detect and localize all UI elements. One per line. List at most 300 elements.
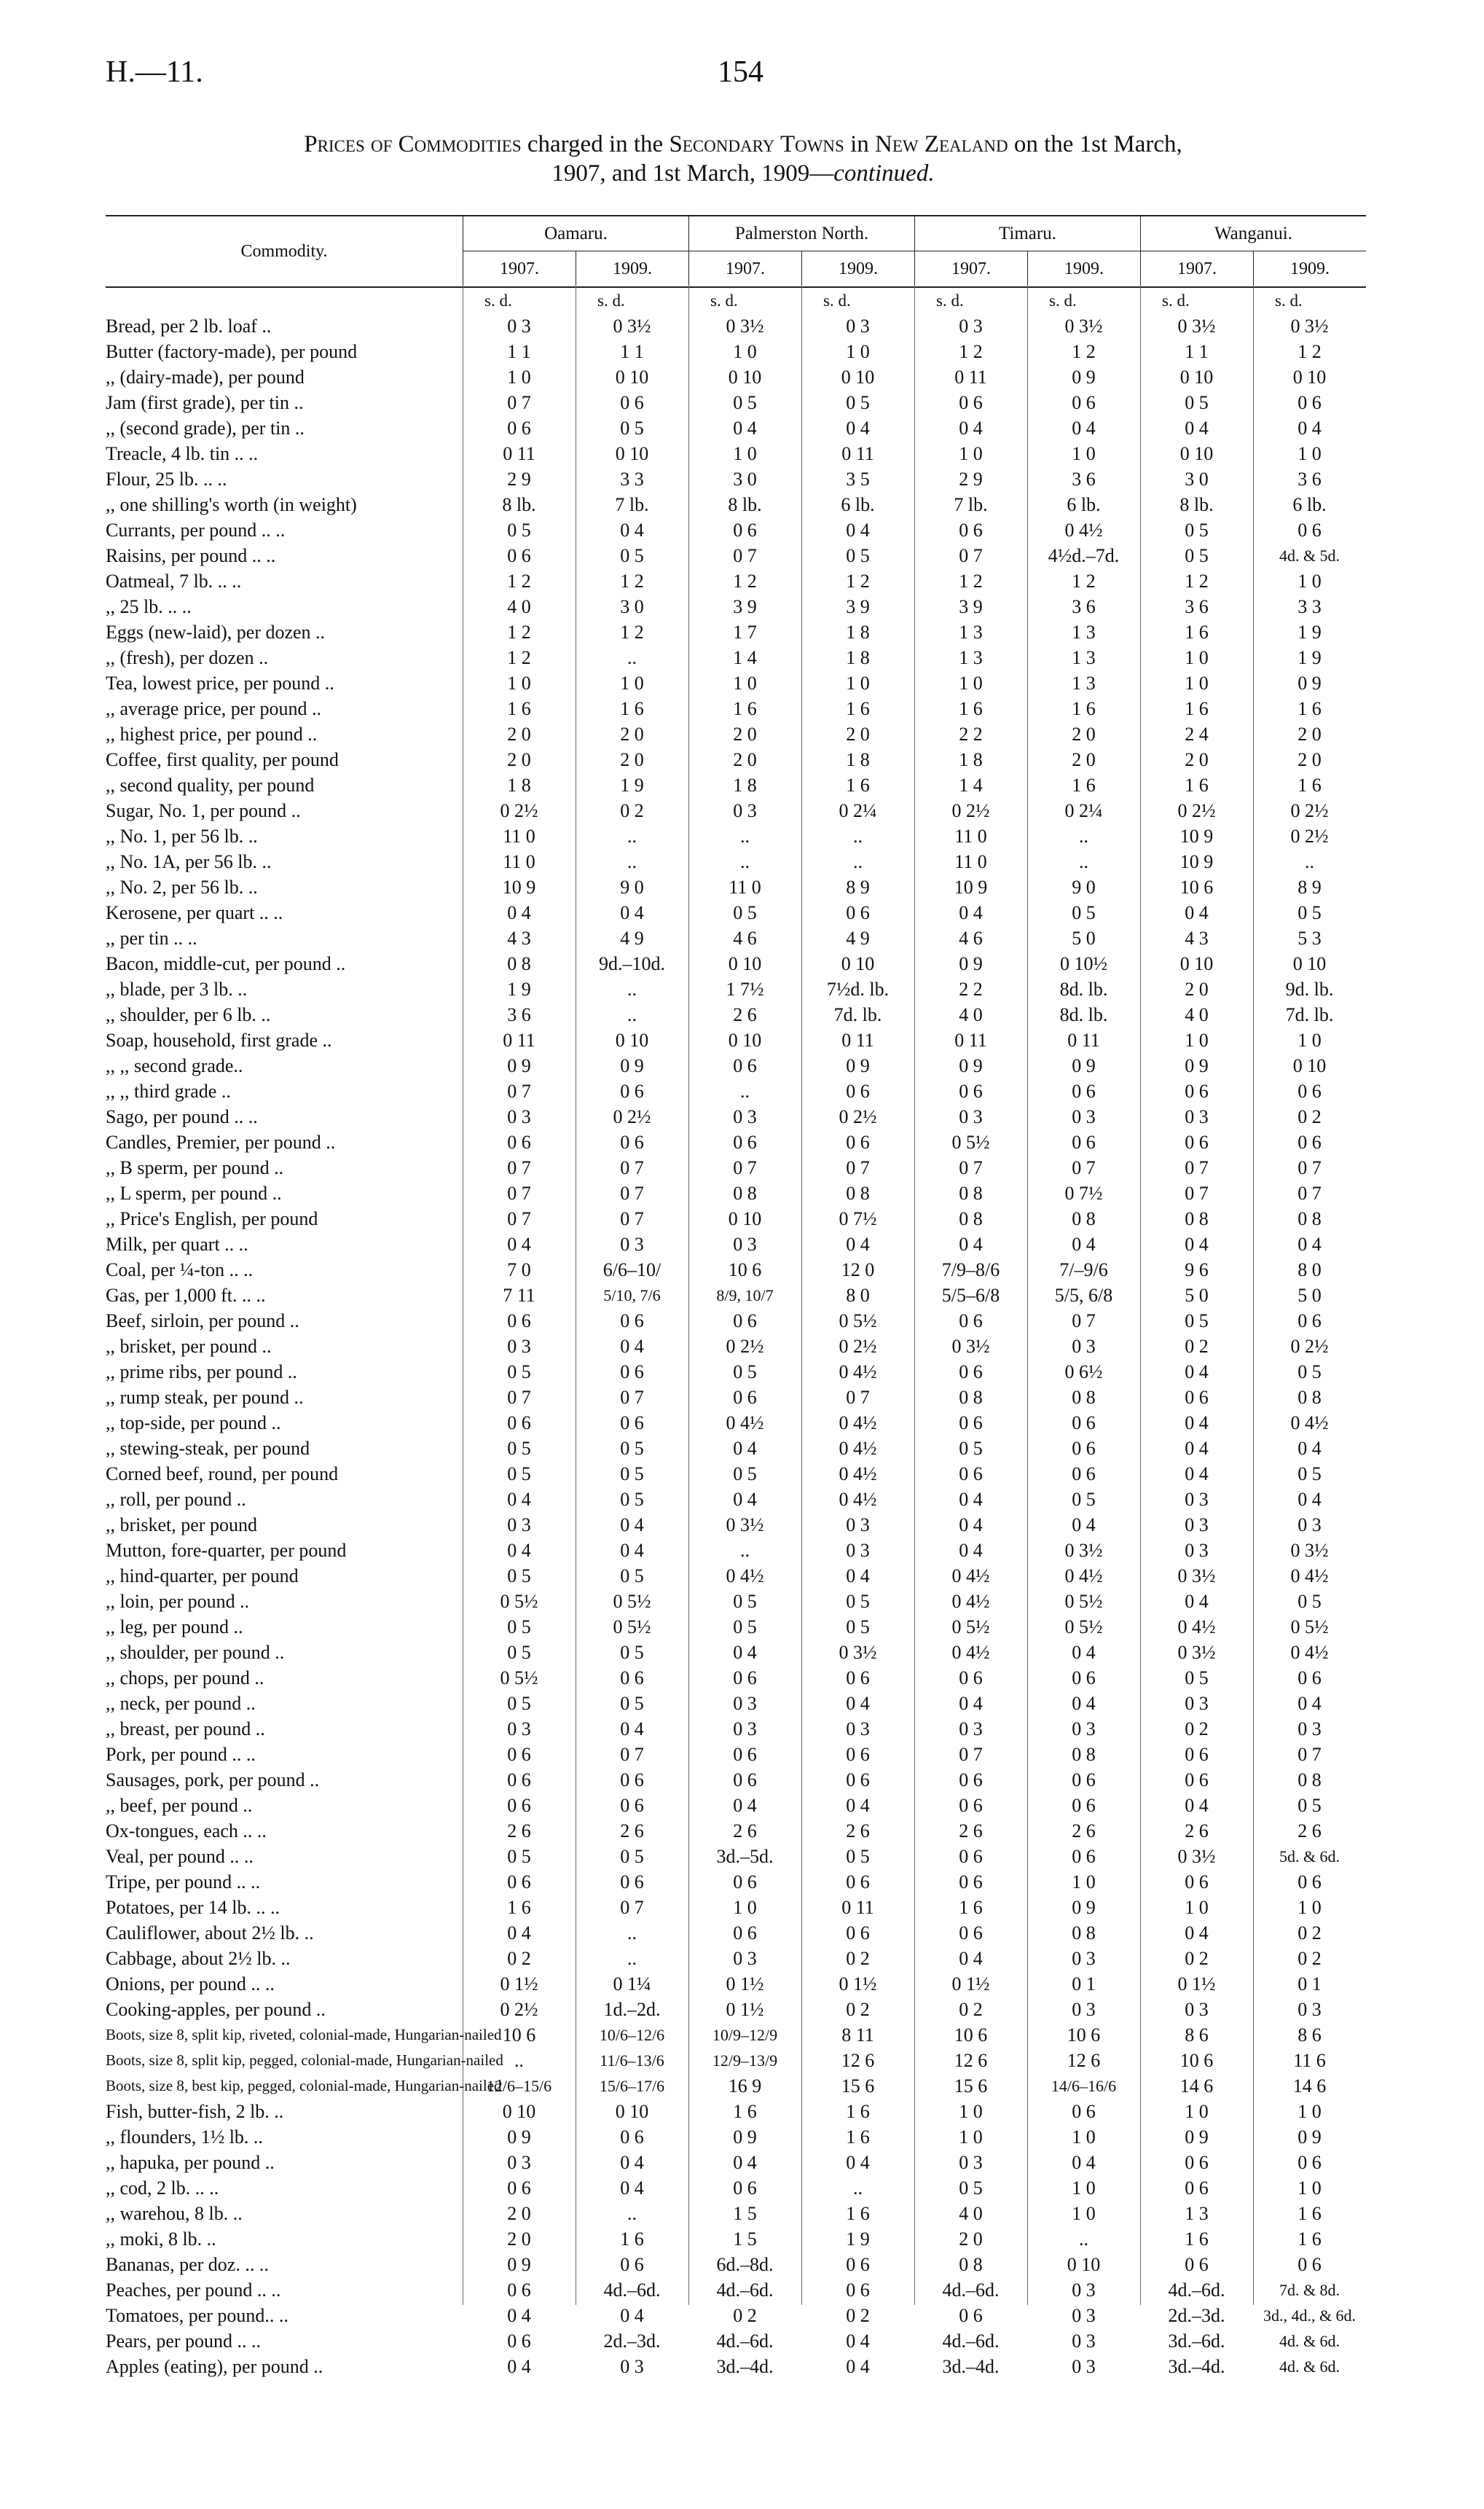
price-cell: 2 0 (1072, 749, 1096, 770)
price-cell: 12 6 (1067, 2050, 1101, 2071)
price-cell: 0 7 (620, 1183, 644, 1204)
price-cell: .. (627, 1004, 637, 1025)
price-cell: 0 11 (841, 1897, 874, 1918)
price-cell: .. (627, 647, 637, 668)
price-cell: 0 1 (1297, 1973, 1322, 1995)
price-cell: 0 8 (1072, 1208, 1096, 1229)
price-cell: 0 6 (959, 1846, 983, 1867)
price-cell: 0 6 (1185, 1387, 1209, 1408)
price-cell: .. (853, 851, 863, 872)
price-cell: 0 3 (1072, 1106, 1096, 1127)
price-cell: 3d.–5d. (716, 1846, 774, 1867)
price-cell: 0 6 (959, 1361, 983, 1382)
price-cell: 0 8 (733, 1183, 757, 1204)
price-cell: 1 0 (1072, 2177, 1096, 2199)
commodity-label: Coal, per ¼-ton .. .. (106, 1259, 254, 1280)
price-cell: 12 6 (954, 2050, 988, 2071)
price-cell: 5 0 (1072, 928, 1096, 949)
price-cell: 1 6 (846, 2203, 870, 2224)
price-cell: 0 4 (846, 520, 870, 541)
price-cell: 1 6 (1297, 698, 1322, 719)
price-cell: 9d.–10d. (599, 953, 665, 974)
price-cell: 0 4 (1185, 902, 1209, 923)
price-cell: 1 3 (959, 622, 983, 643)
commodity-label: Bananas, per doz. .. .. (106, 2254, 269, 2275)
price-cell: 0 6 (507, 1132, 531, 1153)
commodity-label: Gas, per 1,000 ft. .. .. (106, 1285, 266, 1306)
price-cell: 10/9–12/9 (712, 2026, 778, 2044)
price-cell: 0 3 (959, 1106, 983, 1127)
price-cell: 0 5 (507, 1438, 531, 1459)
price-cell: 3 9 (733, 596, 757, 617)
price-cell: 0 6 (620, 1310, 644, 1331)
price-cell: 0 6 (1297, 392, 1322, 413)
price-cell: 1 3 (1072, 673, 1096, 694)
price-cell: 0 6 (1185, 1744, 1209, 1765)
price-cell: 1 0 (1072, 443, 1096, 464)
price-cell: 0 4 (846, 2330, 870, 2352)
price-cell: 0 2 (846, 1999, 870, 2020)
table-row (106, 1385, 1366, 1410)
price-cell: 0 5½ (1064, 1591, 1103, 1612)
price-cell: 1 9 (507, 979, 531, 1000)
price-cell: 0 3 (1072, 2330, 1096, 2352)
price-cell: 0 10 (615, 443, 649, 464)
price-cell: 3 6 (1072, 596, 1096, 617)
price-cell: 0 6 (846, 1769, 870, 1790)
price-cell: 0 4½ (1290, 1412, 1329, 1433)
price-cell: 1 3 (1072, 647, 1096, 668)
price-cell: 12/9–13/9 (712, 2051, 778, 2070)
commodity-label: ,, cod, 2 lb. .. .. (106, 2177, 219, 2199)
price-cell: 0 7 (507, 392, 531, 413)
table-row (106, 1436, 1366, 1461)
price-cell: .. (627, 1948, 637, 1969)
price-cell: 1 2 (620, 571, 644, 592)
price-cell: 0 3 (1072, 1718, 1096, 1739)
price-cell: 1 2 (1297, 341, 1322, 362)
price-cell: 0 5½ (613, 1591, 651, 1612)
price-cell: 0 4½ (839, 1361, 877, 1382)
price-cell: 0 4 (959, 1489, 983, 1510)
price-cell: 0 5 (733, 1616, 757, 1637)
price-cell: 0 6 (1072, 1438, 1096, 1459)
price-cell: 0 4 (1185, 1795, 1209, 1816)
price-cell: 10 9 (502, 877, 536, 898)
commodity-label: Sausages, pork, per pound .. (106, 1769, 320, 1790)
price-cell: 0 8 (1297, 1208, 1322, 1229)
price-cell: 0 10 (728, 953, 762, 974)
price-cell: 0 6 (959, 392, 983, 413)
commodity-label: Boots, size 8, split kip, pegged, colonial-made, Hungarian-nailed (106, 2051, 503, 2069)
price-cell: 0 6 (959, 1463, 983, 1484)
price-cell: 0 3½ (1177, 1565, 1216, 1586)
price-cell: 1 0 (733, 443, 757, 464)
price-cell: 1 8 (846, 647, 870, 668)
unit-marker: s. d. (936, 291, 964, 310)
price-cell: 0 3 (1072, 2356, 1096, 2377)
price-cell: 0 6 (733, 2177, 757, 2199)
price-cell: 8d. lb. (1059, 979, 1108, 1000)
price-cell: 1 6 (846, 698, 870, 719)
table-row (106, 568, 1366, 594)
price-cell: 8 lb. (728, 494, 762, 515)
commodity-label: Potatoes, per 14 lb. .. .. (106, 1897, 280, 1918)
price-cell: 1 6 (620, 2228, 644, 2250)
price-cell: 5/5–6/8 (941, 1285, 1000, 1306)
price-cell: 7/9–8/6 (941, 1259, 1000, 1280)
price-cell: 0 3½ (1177, 1642, 1216, 1663)
table-row (106, 1104, 1366, 1130)
price-cell: 0 6 (1185, 2152, 1209, 2173)
price-cell: 0 4½ (1290, 1642, 1329, 1663)
price-cell: .. (740, 1081, 750, 1102)
year-header: 1909. (801, 251, 914, 286)
year-header: 1909. (1253, 251, 1366, 286)
price-cell: 0 3 (1185, 1106, 1209, 1127)
price-cell: 0 8 (959, 2254, 983, 2275)
price-cell: 0 6 (620, 1361, 644, 1382)
price-cell: 1 6 (733, 698, 757, 719)
table-row (106, 1053, 1366, 1079)
table-row (106, 1563, 1366, 1589)
price-cell: 1 8 (959, 749, 983, 770)
price-cell: 0 4½ (1290, 1565, 1329, 1586)
price-cell: 2 6 (620, 1820, 644, 1841)
price-cell: 8 6 (1185, 2024, 1209, 2046)
price-cell: 1 6 (846, 2101, 870, 2122)
table-row (106, 1002, 1366, 1028)
price-cell: 4d. & 6d. (1279, 2357, 1340, 2376)
commodity-label: ,, moki, 8 lb. .. (106, 2228, 216, 2250)
price-cell: 1 6 (846, 775, 870, 796)
price-cell: 1 0 (1297, 2101, 1322, 2122)
price-cell: 0 3½ (1064, 1540, 1103, 1561)
price-cell: 0 8 (959, 1387, 983, 1408)
price-cell: 0 6 (846, 1871, 870, 1892)
price-cell: 0 10½ (1060, 953, 1107, 974)
commodity-label: ,, top-side, per pound .. (106, 1412, 281, 1433)
table-row (106, 1155, 1366, 1181)
price-cell: 1 0 (1297, 1030, 1322, 1051)
price-cell: 0 5 (507, 1463, 531, 1484)
price-cell: 4d.–6d. (603, 2279, 661, 2301)
table-row (106, 747, 1366, 772)
price-cell: 2 0 (1185, 749, 1209, 770)
price-cell: 2 6 (507, 1820, 531, 1841)
price-cell: 0 6 (1072, 1795, 1096, 1816)
commodity-label: Soap, household, first grade .. (106, 1030, 332, 1051)
price-cell: 0 4 (846, 1234, 870, 1255)
price-cell: 0 7 (620, 1157, 644, 1178)
table-row (106, 2277, 1366, 2303)
price-cell: 0 4 (959, 1693, 983, 1714)
price-cell: 10 6 (1179, 2050, 1214, 2071)
price-cell: 0 5 (1297, 1463, 1322, 1484)
price-cell: 6/6–10/ (602, 1259, 661, 1280)
price-cell: 0 3 (1297, 1999, 1322, 2020)
commodity-label: Boots, size 8, best kip, pegged, colonial-made, Hungarian-nailed (106, 2077, 502, 2094)
price-cell: 0 6 (507, 1412, 531, 1433)
table-row (106, 1079, 1366, 1104)
commodity-label: Raisins, per pound .. .. (106, 545, 276, 566)
price-cell: 0 6 (507, 1795, 531, 1816)
commodity-label: ,, ,, third grade .. (106, 1081, 231, 1102)
price-cell: 1 0 (1297, 571, 1322, 592)
price-cell: 3d.–4d. (1168, 2356, 1225, 2377)
commodity-header: Commodity. (240, 241, 328, 261)
commodity-label: Pork, per pound .. .. (106, 1744, 256, 1765)
table-row (106, 2175, 1366, 2201)
price-cell: 0 4 (846, 2356, 870, 2377)
commodity-label: Flour, 25 lb. .. .. (106, 469, 227, 490)
price-cell: 0 6 (846, 1132, 870, 1153)
commodity-label: Milk, per quart .. .. (106, 1234, 248, 1255)
price-cell: 0 3 (846, 1540, 870, 1561)
price-cell: 0 3½ (1177, 1846, 1216, 1867)
table-row (106, 670, 1366, 696)
commodity-label: Cabbage, about 2½ lb. .. (106, 1948, 291, 1969)
price-cell: 0 4 (507, 1540, 531, 1561)
price-cell: 2 0 (1072, 724, 1096, 745)
unit-marker: s. d. (597, 291, 625, 310)
price-cell: 2 6 (733, 1004, 757, 1025)
price-cell: 3 0 (620, 596, 644, 617)
price-cell: 4 0 (959, 1004, 983, 1025)
price-cell: 1d.–2d. (603, 1999, 661, 2020)
table-row (106, 1665, 1366, 1691)
price-cell: 0 7½ (1064, 1183, 1103, 1204)
price-cell: 0 5½ (951, 1132, 990, 1153)
price-cell: 0 5 (620, 1565, 644, 1586)
price-cell: .. (1079, 851, 1088, 872)
price-cell: 0 6 (1072, 1081, 1096, 1102)
price-cell: 0 3 (846, 1514, 870, 1535)
price-cell: 9 0 (1072, 877, 1096, 898)
commodity-label: Beef, sirloin, per pound .. (106, 1310, 299, 1331)
price-cell: 0 9 (1185, 1055, 1209, 1076)
price-cell: 0 6 (1297, 1871, 1322, 1892)
price-cell: 0 2½ (839, 1106, 877, 1127)
price-cell: 2 0 (507, 749, 531, 770)
table-row (106, 2150, 1366, 2175)
price-cell: 0 3 (733, 1718, 757, 1739)
price-cell: 16 9 (728, 2075, 762, 2097)
price-cell: .. (853, 826, 863, 847)
price-cell: 1 6 (620, 698, 644, 719)
price-cell: 1 6 (846, 2126, 870, 2148)
price-cell: 3 6 (1072, 469, 1096, 490)
price-cell: 0 4 (1185, 1361, 1209, 1382)
price-cell: 0 7 (1297, 1744, 1322, 1765)
price-cell: 0 3½ (1177, 316, 1216, 337)
price-cell: 2 0 (620, 724, 644, 745)
commodity-label: Kerosene, per quart .. .. (106, 902, 283, 923)
price-cell: 0 4 (733, 418, 757, 439)
price-cell: 0 7 (620, 1897, 644, 1918)
price-cell: 0 5 (1072, 1489, 1096, 1510)
title-part: 1907, and 1st March, 1909— (551, 160, 834, 187)
price-cell: 0 5 (1297, 1361, 1322, 1382)
price-cell: 0 7 (507, 1157, 531, 1178)
price-cell: 2 2 (959, 724, 983, 745)
price-cell: 1 2 (846, 571, 870, 592)
price-cell: 14/6–16/6 (1051, 2077, 1117, 2095)
price-cell: 1 9 (846, 2228, 870, 2250)
price-cell: 0 6 (620, 1795, 644, 1816)
price-cell: 1 2 (959, 571, 983, 592)
price-cell: 0 3 (507, 1514, 531, 1535)
price-cell: 0 6 (733, 1871, 757, 1892)
price-cell: 3 0 (1185, 469, 1209, 490)
price-cell: 1 6 (733, 2101, 757, 2122)
commodity-label: ,, brisket, per pound .. (106, 1336, 272, 1357)
commodity-label: Tripe, per pound .. .. (106, 1871, 261, 1892)
price-cell: 1 0 (1185, 673, 1209, 694)
price-cell: 0 4 (620, 1514, 644, 1535)
price-cell: 4d.–6d. (942, 2330, 1000, 2352)
price-cell: 1 2 (959, 341, 983, 362)
price-cell: 2 0 (846, 724, 870, 745)
price-cell: 0 6 (959, 1667, 983, 1688)
price-cell: 0 4 (1072, 2152, 1096, 2173)
price-cell: 0 5 (507, 1361, 531, 1382)
price-cell: .. (740, 826, 750, 847)
price-cell: 0 3 (507, 1106, 531, 1127)
price-cell: 0 6 (733, 1132, 757, 1153)
price-cell: 0 4½ (951, 1642, 990, 1663)
price-cell: 0 6 (507, 1871, 531, 1892)
price-cell: 4 9 (846, 928, 870, 949)
price-cell: 1 5 (733, 2228, 757, 2250)
price-cell: 0 6 (620, 1412, 644, 1433)
commodity-label: ,, hapuka, per pound .. (106, 2152, 275, 2173)
price-cell: 0 3 (1072, 2279, 1096, 2301)
price-cell: 10 6 (502, 2024, 536, 2046)
price-cell: 1 2 (507, 571, 531, 592)
price-cell: 0 6 (846, 902, 870, 923)
price-cell: 0 4 (507, 2356, 531, 2377)
title-part: continued. (833, 160, 935, 187)
price-cell: 0 3½ (1290, 316, 1329, 337)
commodity-label: Veal, per pound .. .. (106, 1846, 254, 1867)
price-cell: 0 6 (620, 1769, 644, 1790)
price-cell: 0 8 (1072, 1387, 1096, 1408)
price-cell: 10 6 (1067, 2024, 1101, 2046)
price-cell: 0 1½ (500, 1973, 538, 1995)
price-cell: 0 6 (1072, 2101, 1096, 2122)
price-cell: 0 9 (1072, 1055, 1096, 1076)
price-cell: 4 0 (1185, 1004, 1209, 1025)
table-row (106, 1589, 1366, 1614)
table-row (106, 594, 1366, 619)
price-cell: 0 3 (733, 800, 757, 821)
price-cell: 0 5 (1297, 1795, 1322, 1816)
price-cell: 4d.–6d. (716, 2330, 774, 2352)
price-cell: 1 6 (1185, 2228, 1209, 2250)
price-cell: 6 lb. (1292, 494, 1327, 515)
price-cell: 0 3 (507, 1718, 531, 1739)
price-cell: 11 0 (954, 826, 987, 847)
price-cell: 0 4 (733, 1642, 757, 1663)
price-cell: 0 11 (841, 443, 874, 464)
price-cell: 0 4 (846, 1565, 870, 1586)
unit-marker: s. d. (1049, 291, 1077, 310)
price-cell: 0 7 (846, 1157, 870, 1178)
price-cell: 0 4 (620, 1540, 644, 1561)
table-row (106, 390, 1366, 415)
price-cell: 0 3 (959, 2152, 983, 2173)
price-cell: 0 5 (846, 545, 870, 566)
price-cell: 0 2½ (839, 1336, 877, 1357)
price-cell: 1 0 (620, 673, 644, 694)
price-cell: 0 4 (1297, 1693, 1322, 1714)
price-cell: 0 6 (959, 1310, 983, 1331)
commodity-label: Tomatoes, per pound.. .. (106, 2305, 288, 2326)
price-cell: 6d.–8d. (716, 2254, 774, 2275)
commodity-label: ,, highest price, per pound .. (106, 724, 318, 745)
price-cell: 0 4 (1297, 418, 1322, 439)
price-cell: 9d. lb. (1285, 979, 1334, 1000)
price-cell: 0 10 (841, 367, 875, 388)
price-cell: 0 4 (959, 1948, 983, 1969)
price-cell: 0 3 (1185, 1693, 1209, 1714)
price-cell: 1 0 (1297, 2177, 1322, 2199)
price-cell: 1 9 (1297, 647, 1322, 668)
price-cell: 0 2 (1185, 1718, 1209, 1739)
price-cell: 0 4 (846, 1693, 870, 1714)
price-cell: 0 4 (507, 1234, 531, 1255)
price-cell: 1 2 (507, 622, 531, 643)
price-cell: 0 6 (846, 2279, 870, 2301)
price-cell: 0 5½ (613, 1616, 651, 1637)
price-cell: 1 8 (507, 775, 531, 796)
price-cell: 0 4 (1185, 1412, 1209, 1433)
price-cell: 1 0 (1297, 443, 1322, 464)
table-row (106, 823, 1366, 849)
commodity-label: ,, No. 1A, per 56 lb. .. (106, 851, 272, 872)
price-cell: 0 2 (1185, 1336, 1209, 1357)
price-cell: 0 6 (1185, 1871, 1209, 1892)
commodity-label: ,, beef, per pound .. (106, 1795, 253, 1816)
price-cell: 5 3 (1297, 928, 1322, 949)
price-cell: 0 4 (1072, 1642, 1096, 1663)
price-cell: 0 4 (1185, 418, 1209, 439)
price-cell: 8 9 (846, 877, 870, 898)
table-row (106, 1946, 1366, 1971)
price-cell: 0 9 (1072, 367, 1096, 388)
commodity-label: ,, rump steak, per pound .. (106, 1387, 304, 1408)
price-cell: 12 0 (841, 1259, 875, 1280)
price-cell: 3 6 (1297, 469, 1322, 490)
price-cell: 0 11 (954, 367, 987, 388)
price-cell: 0 5 (846, 392, 870, 413)
price-cell: 0 6 (846, 1081, 870, 1102)
price-cell: 0 8 (846, 1183, 870, 1204)
price-cell: 0 4 (620, 1718, 644, 1739)
table-row (106, 415, 1366, 441)
price-cell: 0 7 (1297, 1157, 1322, 1178)
price-cell: 0 4 (959, 902, 983, 923)
commodity-label: ,, L sperm, per pound .. (106, 1183, 282, 1204)
price-cell: 0 10 (502, 2101, 536, 2122)
price-cell: 15/6–17/6 (599, 2077, 665, 2095)
price-cell: 0 4 (620, 2177, 644, 2199)
price-cell: 0 6 (1072, 1463, 1096, 1484)
table-row (106, 900, 1366, 925)
price-cell: 0 9 (507, 1055, 531, 1076)
price-cell: 0 3½ (613, 316, 651, 337)
